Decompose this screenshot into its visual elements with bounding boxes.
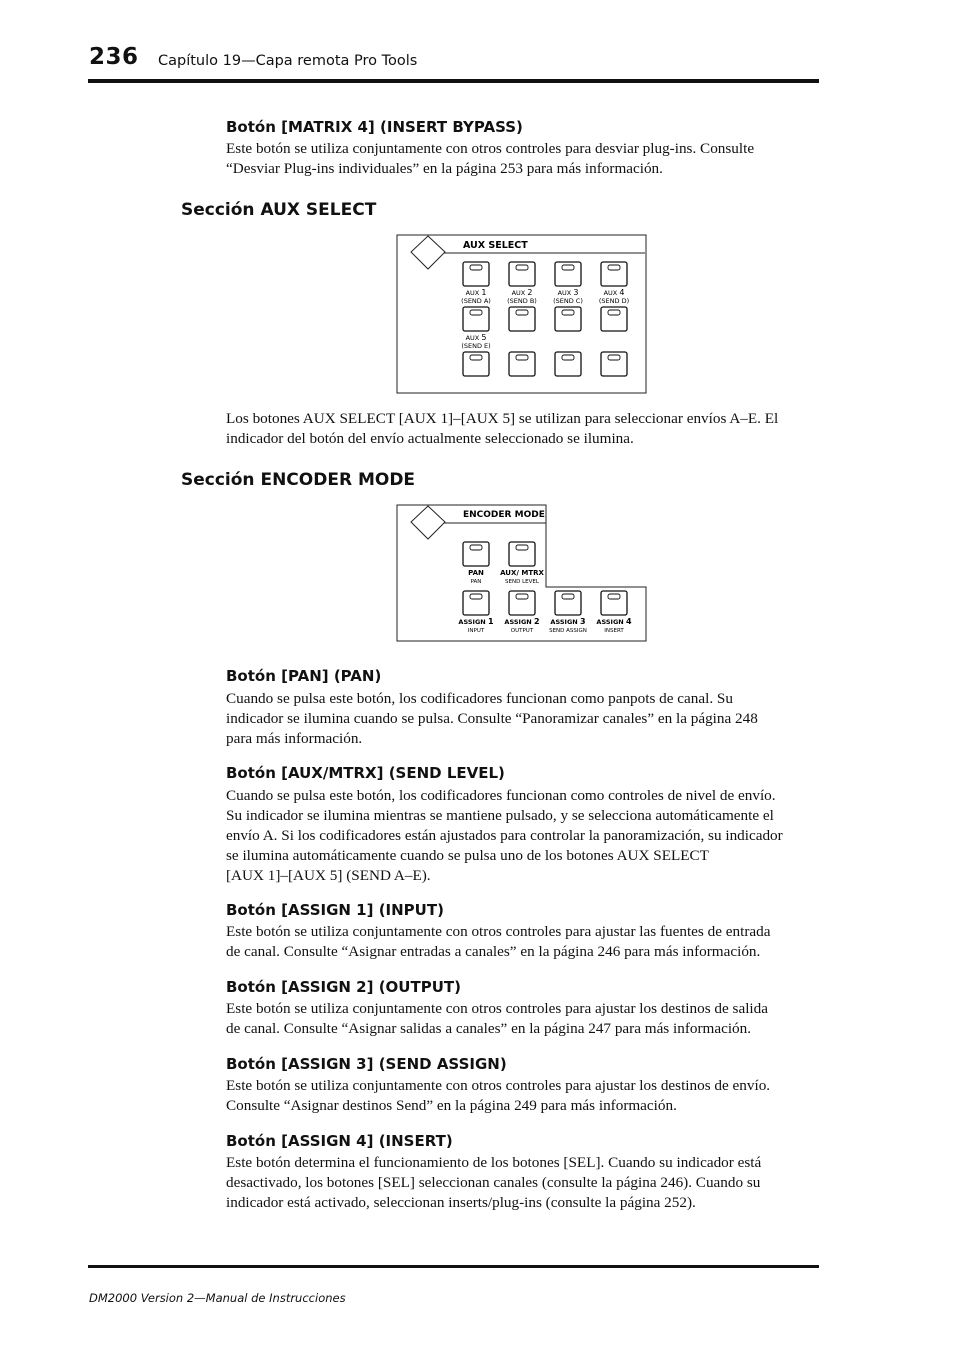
encoder-mode-panel-title: ENCODER MODE bbox=[463, 510, 545, 520]
aux-select-panel-title: AUX SELECT bbox=[463, 240, 528, 251]
paragraph-assign2: Este botón se utiliza conjuntamente con otros controles para ajustar los destinos de salida de canal. Consulte “Asignar salidas a canales” en la página 247 para más información. bbox=[226, 1000, 768, 1037]
unlabeled-button[interactable] bbox=[555, 352, 581, 376]
heading-aux-mtrx-button: Botón [AUX/MTRX] (SEND LEVEL) bbox=[226, 764, 505, 782]
unlabeled-button[interactable] bbox=[509, 307, 535, 331]
heading-assign2-button: Botón [ASSIGN 2] (OUTPUT) bbox=[226, 978, 461, 996]
paragraph-pan: Cuando se pulsa este botón, los codificadores funcionan como panpots de canal. Su indicador se ilumina cuando se pulsa. Consulte “Panoramizar canales” en la página 248 para más información. bbox=[226, 690, 758, 747]
footer-text: DM2000 Version 2—Manual de Instrucciones bbox=[89, 1291, 346, 1305]
pan-sublabel: PAN bbox=[470, 579, 482, 585]
aux-5-button[interactable] bbox=[463, 307, 489, 331]
heading-assign1-button: Botón [ASSIGN 1] (INPUT) bbox=[226, 901, 444, 919]
assign-1-sublabel: INPUT bbox=[467, 628, 485, 634]
aux-mtrx-sublabel: SEND LEVEL bbox=[505, 579, 539, 585]
heading-aux-select-section: Sección AUX SELECT bbox=[181, 200, 377, 220]
assign-1-button[interactable] bbox=[463, 591, 489, 615]
page-number: 236 bbox=[89, 44, 139, 70]
assign-4-button[interactable] bbox=[601, 591, 627, 615]
aux-2-sublabel: (SEND B) bbox=[507, 297, 537, 305]
aux-2-label: AUX 2 bbox=[511, 288, 533, 297]
paragraph-assign3: Este botón se utiliza conjuntamente con otros controles para ajustar los destinos de envío. Consulte “Asignar destinos Send” en la página 249 para más información. bbox=[226, 1077, 771, 1114]
encoder-mode-panel-diagram bbox=[396, 504, 648, 644]
paragraph-assign4: Este botón determina el funcionamiento de los botones [SEL]. Cuando su indicador está desactivado, los botones [SEL] seleccionan canales (consulte la página 246). Cuando su indicador está activado, seleccionan inserts/plug-ins (consulte la página 252). bbox=[226, 1154, 762, 1211]
aux-1-sublabel: (SEND A) bbox=[461, 297, 491, 305]
aux-3-label: AUX 3 bbox=[557, 288, 579, 297]
assign-3-label: ASSIGN 3 bbox=[550, 617, 586, 626]
assign-1-label: ASSIGN 1 bbox=[458, 617, 494, 626]
aux-1-button[interactable] bbox=[463, 262, 489, 286]
aux-mtrx-button[interactable] bbox=[509, 542, 535, 566]
aux-mtrx-label: AUX/ MTRX bbox=[500, 569, 544, 577]
aux-2-button[interactable] bbox=[509, 262, 535, 286]
aux-4-sublabel: (SEND D) bbox=[598, 297, 630, 305]
heading-pan-button: Botón [PAN] (PAN) bbox=[226, 667, 382, 685]
paragraph-aux-mtrx: Cuando se pulsa este botón, los codificadores funcionan como controles de nivel de envío. Su indicador se ilumina mientras se mantiene pulsado, y se selecciona automáticamente el envío A. Si los codificadores están ajustados para controlar la panoramización, su indicador se ilumina automáticamente cuando se pulsa uno de los botones AUX SELECT [AUX 1]–[AUX 5] (SEND A–E). bbox=[226, 787, 783, 884]
pan-label: PAN bbox=[468, 569, 484, 577]
assign-3-button[interactable] bbox=[555, 591, 581, 615]
aux-4-label: AUX 4 bbox=[603, 288, 625, 297]
assign-4-sublabel: INSERT bbox=[604, 628, 624, 634]
header-rule bbox=[88, 79, 819, 83]
aux-select-panel-diagram bbox=[396, 234, 648, 396]
heading-assign3-button: Botón [ASSIGN 3] (SEND ASSIGN) bbox=[226, 1055, 507, 1073]
unlabeled-button[interactable] bbox=[555, 307, 581, 331]
unlabeled-button[interactable] bbox=[601, 307, 627, 331]
assign-4-label: ASSIGN 4 bbox=[596, 617, 632, 626]
aux-3-button[interactable] bbox=[555, 262, 581, 286]
heading-encoder-mode-section: Sección ENCODER MODE bbox=[181, 470, 416, 490]
paragraph-assign1: Este botón se utiliza conjuntamente con otros controles para ajustar las fuentes de entrada de canal. Consulte “Asignar entradas a canales” en la página 246 para más información. bbox=[226, 923, 771, 960]
pan-button[interactable] bbox=[463, 542, 489, 566]
paragraph-aux-select: Los botones AUX SELECT [AUX 1]–[AUX 5] se utilizan para seleccionar envíos A–E. El indicador del botón del envío actualmente seleccionado se ilumina. bbox=[226, 410, 779, 447]
paragraph-matrix4: Este botón se utiliza conjuntamente con otros controles para desviar plug-ins. Consulte “Desviar Plug-ins individuales” en la página 253 para más información. bbox=[226, 140, 755, 177]
unlabeled-button[interactable] bbox=[509, 352, 535, 376]
aux-5-label: AUX 5 bbox=[465, 333, 487, 342]
unlabeled-button[interactable] bbox=[601, 352, 627, 376]
heading-matrix4-button: Botón [MATRIX 4] (INSERT BYPASS) bbox=[226, 118, 523, 136]
assign-2-button[interactable] bbox=[509, 591, 535, 615]
aux-5-sublabel: (SEND E) bbox=[461, 342, 491, 350]
footer-rule bbox=[88, 1265, 819, 1268]
assign-3-sublabel: SEND ASSIGN bbox=[549, 628, 587, 634]
unlabeled-button[interactable] bbox=[463, 352, 489, 376]
chapter-title: Capítulo 19—Capa remota Pro Tools bbox=[158, 53, 418, 69]
assign-2-sublabel: OUTPUT bbox=[510, 628, 534, 634]
heading-assign4-button: Botón [ASSIGN 4] (INSERT) bbox=[226, 1132, 453, 1150]
aux-4-button[interactable] bbox=[601, 262, 627, 286]
aux-1-label: AUX 1 bbox=[465, 288, 487, 297]
assign-2-label: ASSIGN 2 bbox=[504, 617, 540, 626]
aux-3-sublabel: (SEND C) bbox=[553, 297, 583, 305]
